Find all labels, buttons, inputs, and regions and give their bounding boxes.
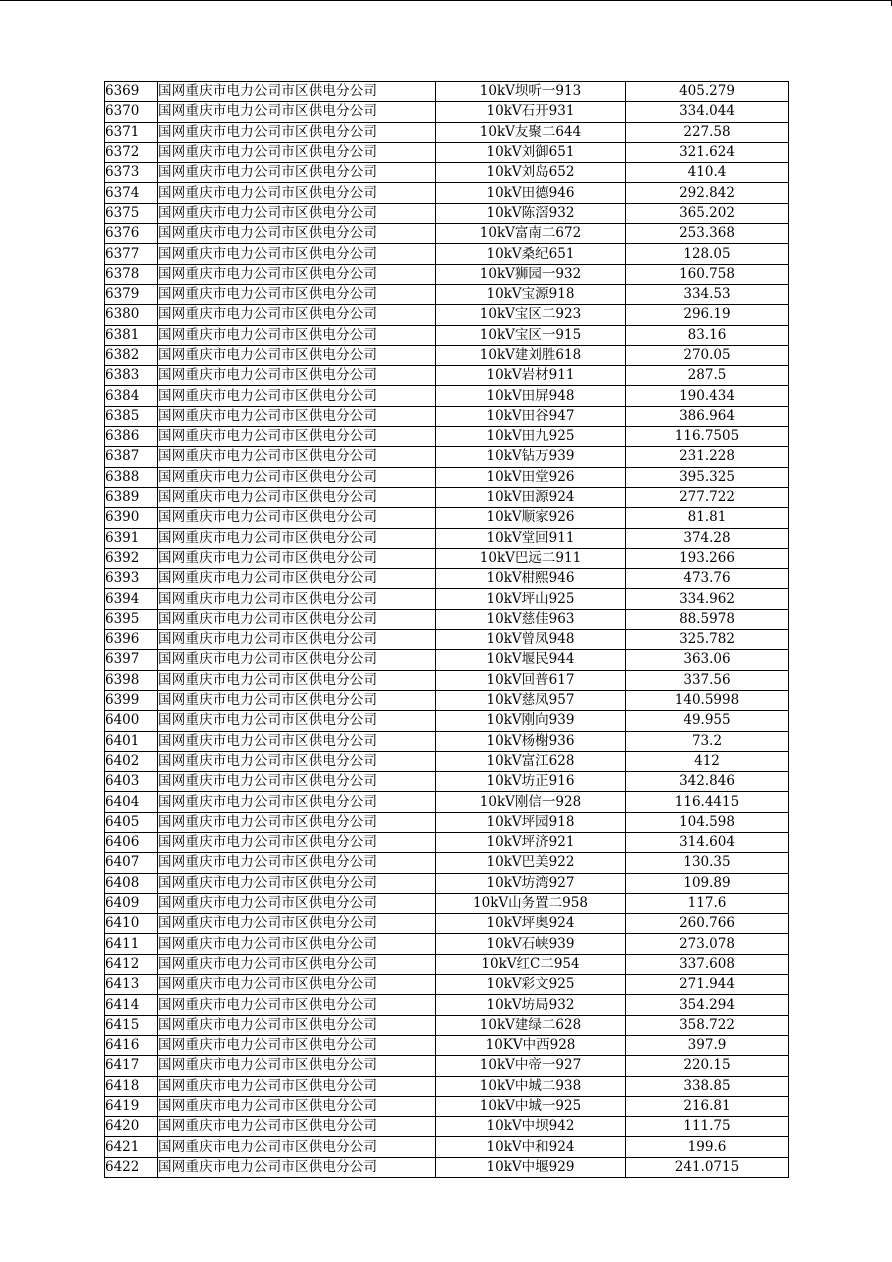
- line-name-cell: 10kV陈滘932: [436, 203, 626, 223]
- organization-cell: 国网重庆市电力公司市区供电分公司: [158, 467, 436, 487]
- organization-cell: 国网重庆市电力公司市区供电分公司: [158, 406, 436, 426]
- table-row: [105, 102, 789, 122]
- value-cell: 473.76: [626, 569, 789, 589]
- value-cell: 109.89: [626, 873, 789, 893]
- line-name-cell: 10kV杨榭936: [436, 731, 626, 751]
- row-number-cell: 6395: [105, 609, 158, 629]
- row-number-cell: 6406: [105, 832, 158, 852]
- organization-cell: 国网重庆市电力公司市区供电分公司: [158, 914, 436, 934]
- page-top-rule: [0, 0, 892, 1]
- value-cell: 253.368: [626, 224, 789, 244]
- row-number-cell: 6376: [105, 224, 158, 244]
- line-name-cell: 10kV田九925: [436, 427, 626, 447]
- row-number-cell: 6419: [105, 1096, 158, 1116]
- table-row: [105, 731, 789, 751]
- row-number-cell: 6403: [105, 772, 158, 792]
- row-number-cell: 6402: [105, 751, 158, 771]
- row-number-cell: 6422: [105, 1157, 158, 1177]
- table-row: [105, 975, 789, 995]
- line-name-cell: 10kV堂回911: [436, 528, 626, 548]
- line-name-cell: 10kV彩文925: [436, 975, 626, 995]
- line-name-cell: 10kV坊正916: [436, 772, 626, 792]
- line-name-cell: 10kV坪园918: [436, 812, 626, 832]
- organization-cell: 国网重庆市电力公司市区供电分公司: [158, 792, 436, 812]
- organization-cell: 国网重庆市电力公司市区供电分公司: [158, 122, 436, 142]
- organization-cell: 国网重庆市电力公司市区供电分公司: [158, 487, 436, 507]
- table-row: [105, 609, 789, 629]
- value-cell: 88.5978: [626, 609, 789, 629]
- row-number-cell: 6369: [105, 82, 158, 102]
- value-cell: 334.53: [626, 284, 789, 304]
- line-name-cell: 10kV钻万939: [436, 447, 626, 467]
- table-row: [105, 1157, 789, 1177]
- line-name-cell: 10kV堰民944: [436, 650, 626, 670]
- line-name-cell: 10kV桑纪651: [436, 244, 626, 264]
- line-name-cell: 10kV田谷947: [436, 406, 626, 426]
- organization-cell: 国网重庆市电力公司市区供电分公司: [158, 1157, 436, 1177]
- table-row: [105, 751, 789, 771]
- row-number-cell: 6411: [105, 934, 158, 954]
- line-name-cell: 10kV柑熙946: [436, 569, 626, 589]
- organization-cell: 国网重庆市电力公司市区供电分公司: [158, 731, 436, 751]
- table-row: [105, 183, 789, 203]
- organization-cell: 国网重庆市电力公司市区供电分公司: [158, 163, 436, 183]
- line-name-cell: 10kV刘御651: [436, 142, 626, 162]
- organization-cell: 国网重庆市电力公司市区供电分公司: [158, 386, 436, 406]
- table-row: [105, 569, 789, 589]
- row-number-cell: 6416: [105, 1035, 158, 1055]
- organization-cell: 国网重庆市电力公司市区供电分公司: [158, 934, 436, 954]
- organization-cell: 国网重庆市电力公司市区供电分公司: [158, 772, 436, 792]
- table-row: [105, 467, 789, 487]
- row-number-cell: 6408: [105, 873, 158, 893]
- row-number-cell: 6390: [105, 508, 158, 528]
- table-row: [105, 832, 789, 852]
- organization-cell: 国网重庆市电力公司市区供电分公司: [158, 569, 436, 589]
- organization-cell: 国网重庆市电力公司市区供电分公司: [158, 447, 436, 467]
- line-name-cell: 10kV慈凤957: [436, 690, 626, 710]
- value-cell: 241.0715: [626, 1157, 789, 1177]
- value-cell: 337.56: [626, 670, 789, 690]
- value-cell: 334.044: [626, 102, 789, 122]
- table-row: [105, 1035, 789, 1055]
- organization-cell: 国网重庆市电力公司市区供电分公司: [158, 690, 436, 710]
- row-number-cell: 6417: [105, 1056, 158, 1076]
- table-row: [105, 82, 789, 102]
- table-row: [105, 934, 789, 954]
- value-cell: 220.15: [626, 1056, 789, 1076]
- value-cell: 386.964: [626, 406, 789, 426]
- line-name-cell: 10kV建绿二628: [436, 1015, 626, 1035]
- value-cell: 325.782: [626, 630, 789, 650]
- row-number-cell: 6404: [105, 792, 158, 812]
- line-name-cell: 10kV富南二672: [436, 224, 626, 244]
- organization-cell: 国网重庆市电力公司市区供电分公司: [158, 975, 436, 995]
- row-number-cell: 6396: [105, 630, 158, 650]
- table-row: [105, 1015, 789, 1035]
- line-name-cell: 10kV宝区二923: [436, 305, 626, 325]
- row-number-cell: 6400: [105, 711, 158, 731]
- value-cell: 73.2: [626, 731, 789, 751]
- organization-cell: 国网重庆市电力公司市区供电分公司: [158, 224, 436, 244]
- value-cell: 296.19: [626, 305, 789, 325]
- table-row: [105, 366, 789, 386]
- table-row: [105, 244, 789, 264]
- value-cell: 374.28: [626, 528, 789, 548]
- line-name-cell: 10kV慈佳963: [436, 609, 626, 629]
- data-table: [104, 81, 789, 1178]
- line-name-cell: 10kV坪济921: [436, 832, 626, 852]
- row-number-cell: 6393: [105, 569, 158, 589]
- table-row: [105, 853, 789, 873]
- line-name-cell: 10kV坝听一913: [436, 82, 626, 102]
- row-number-cell: 6398: [105, 670, 158, 690]
- organization-cell: 国网重庆市电力公司市区供电分公司: [158, 751, 436, 771]
- line-name-cell: 10kV顺家926: [436, 508, 626, 528]
- organization-cell: 国网重庆市电力公司市区供电分公司: [158, 853, 436, 873]
- value-cell: 334.962: [626, 589, 789, 609]
- line-name-cell: 10kV坊局932: [436, 995, 626, 1015]
- row-number-cell: 6397: [105, 650, 158, 670]
- row-number-cell: 6420: [105, 1117, 158, 1137]
- table-row: [105, 122, 789, 142]
- organization-cell: 国网重庆市电力公司市区供电分公司: [158, 1117, 436, 1137]
- table-row: [105, 386, 789, 406]
- row-number-cell: 6399: [105, 690, 158, 710]
- value-cell: 116.7505: [626, 427, 789, 447]
- line-name-cell: 10kV坪山925: [436, 589, 626, 609]
- line-name-cell: 10kV友聚二644: [436, 122, 626, 142]
- row-number-cell: 6383: [105, 366, 158, 386]
- table-row: [105, 224, 789, 244]
- row-number-cell: 6378: [105, 264, 158, 284]
- table-row: [105, 345, 789, 365]
- value-cell: 104.598: [626, 812, 789, 832]
- line-name-cell: 10kV宝区一915: [436, 325, 626, 345]
- value-cell: 338.85: [626, 1076, 789, 1096]
- value-cell: 292.842: [626, 183, 789, 203]
- line-name-cell: 10kV坪奥924: [436, 914, 626, 934]
- row-number-cell: 6389: [105, 487, 158, 507]
- line-name-cell: 10KV中西928: [436, 1035, 626, 1055]
- value-cell: 216.81: [626, 1096, 789, 1116]
- value-cell: 271.944: [626, 975, 789, 995]
- value-cell: 83.16: [626, 325, 789, 345]
- value-cell: 277.722: [626, 487, 789, 507]
- row-number-cell: 6413: [105, 975, 158, 995]
- table-row: [105, 995, 789, 1015]
- organization-cell: 国网重庆市电力公司市区供电分公司: [158, 1076, 436, 1096]
- value-cell: 363.06: [626, 650, 789, 670]
- row-number-cell: 6405: [105, 812, 158, 832]
- value-cell: 405.279: [626, 82, 789, 102]
- line-name-cell: 10kV中城二938: [436, 1076, 626, 1096]
- row-number-cell: 6410: [105, 914, 158, 934]
- row-number-cell: 6388: [105, 467, 158, 487]
- value-cell: 199.6: [626, 1137, 789, 1157]
- table-row: [105, 1056, 789, 1076]
- table-row: [105, 670, 789, 690]
- line-name-cell: 10kV石开931: [436, 102, 626, 122]
- organization-cell: 国网重庆市电力公司市区供电分公司: [158, 244, 436, 264]
- table-row: [105, 163, 789, 183]
- table-row: [105, 142, 789, 162]
- line-name-cell: 10kV中城一925: [436, 1096, 626, 1116]
- table-row: [105, 284, 789, 304]
- value-cell: 321.624: [626, 142, 789, 162]
- value-cell: 193.266: [626, 548, 789, 568]
- table-row: [105, 1076, 789, 1096]
- row-number-cell: 6379: [105, 284, 158, 304]
- row-number-cell: 6409: [105, 893, 158, 913]
- line-name-cell: 10kV回普617: [436, 670, 626, 690]
- organization-cell: 国网重庆市电力公司市区供电分公司: [158, 305, 436, 325]
- table-row: [105, 914, 789, 934]
- organization-cell: 国网重庆市电力公司市区供电分公司: [158, 954, 436, 974]
- organization-cell: 国网重庆市电力公司市区供电分公司: [158, 508, 436, 528]
- row-number-cell: 6384: [105, 386, 158, 406]
- organization-cell: 国网重庆市电力公司市区供电分公司: [158, 528, 436, 548]
- value-cell: 358.722: [626, 1015, 789, 1035]
- value-cell: 140.5998: [626, 690, 789, 710]
- line-name-cell: 10kV建刘胜618: [436, 345, 626, 365]
- organization-cell: 国网重庆市电力公司市区供电分公司: [158, 548, 436, 568]
- table-row: [105, 630, 789, 650]
- organization-cell: 国网重庆市电力公司市区供电分公司: [158, 325, 436, 345]
- organization-cell: 国网重庆市电力公司市区供电分公司: [158, 102, 436, 122]
- value-cell: 314.604: [626, 832, 789, 852]
- value-cell: 49.955: [626, 711, 789, 731]
- table-row: [105, 264, 789, 284]
- organization-cell: 国网重庆市电力公司市区供电分公司: [158, 893, 436, 913]
- line-name-cell: 10kV田堂926: [436, 467, 626, 487]
- line-name-cell: 10kV宝源918: [436, 284, 626, 304]
- line-name-cell: 10kV刘岛652: [436, 163, 626, 183]
- organization-cell: 国网重庆市电力公司市区供电分公司: [158, 82, 436, 102]
- row-number-cell: 6394: [105, 589, 158, 609]
- value-cell: 287.5: [626, 366, 789, 386]
- line-name-cell: 10kV狮园一932: [436, 264, 626, 284]
- value-cell: 190.434: [626, 386, 789, 406]
- table-row: [105, 954, 789, 974]
- row-number-cell: 6375: [105, 203, 158, 223]
- organization-cell: 国网重庆市电力公司市区供电分公司: [158, 630, 436, 650]
- organization-cell: 国网重庆市电力公司市区供电分公司: [158, 1015, 436, 1035]
- line-name-cell: 10kV岩材911: [436, 366, 626, 386]
- organization-cell: 国网重庆市电力公司市区供电分公司: [158, 873, 436, 893]
- value-cell: 395.325: [626, 467, 789, 487]
- table-row: [105, 508, 789, 528]
- row-number-cell: 6391: [105, 528, 158, 548]
- value-cell: 116.4415: [626, 792, 789, 812]
- table-row: [105, 711, 789, 731]
- organization-cell: 国网重庆市电力公司市区供电分公司: [158, 650, 436, 670]
- row-number-cell: 6382: [105, 345, 158, 365]
- organization-cell: 国网重庆市电力公司市区供电分公司: [158, 995, 436, 1015]
- row-number-cell: 6387: [105, 447, 158, 467]
- organization-cell: 国网重庆市电力公司市区供电分公司: [158, 589, 436, 609]
- table-row: [105, 528, 789, 548]
- organization-cell: 国网重庆市电力公司市区供电分公司: [158, 427, 436, 447]
- table-row: [105, 812, 789, 832]
- organization-cell: 国网重庆市电力公司市区供电分公司: [158, 1096, 436, 1116]
- organization-cell: 国网重庆市电力公司市区供电分公司: [158, 1035, 436, 1055]
- row-number-cell: 6380: [105, 305, 158, 325]
- line-name-cell: 10kV坊湾927: [436, 873, 626, 893]
- organization-cell: 国网重庆市电力公司市区供电分公司: [158, 609, 436, 629]
- table-row: [105, 548, 789, 568]
- row-number-cell: 6421: [105, 1137, 158, 1157]
- table-row: [105, 427, 789, 447]
- line-name-cell: 10kV中坝942: [436, 1117, 626, 1137]
- row-number-cell: 6401: [105, 731, 158, 751]
- organization-cell: 国网重庆市电力公司市区供电分公司: [158, 832, 436, 852]
- row-number-cell: 6418: [105, 1076, 158, 1096]
- value-cell: 270.05: [626, 345, 789, 365]
- row-number-cell: 6385: [105, 406, 158, 426]
- line-name-cell: 10kV曾凤948: [436, 630, 626, 650]
- table-row: [105, 487, 789, 507]
- row-number-cell: 6415: [105, 1015, 158, 1035]
- value-cell: 128.05: [626, 244, 789, 264]
- table-row: [105, 772, 789, 792]
- table-row: [105, 1117, 789, 1137]
- row-number-cell: 6412: [105, 954, 158, 974]
- line-name-cell: 10kV中帝一927: [436, 1056, 626, 1076]
- organization-cell: 国网重庆市电力公司市区供电分公司: [158, 1056, 436, 1076]
- value-cell: 130.35: [626, 853, 789, 873]
- line-name-cell: 10kV中堰929: [436, 1157, 626, 1177]
- table-row: [105, 873, 789, 893]
- table-row: [105, 690, 789, 710]
- row-number-cell: 6414: [105, 995, 158, 1015]
- row-number-cell: 6386: [105, 427, 158, 447]
- row-number-cell: 6407: [105, 853, 158, 873]
- data-table-body: [105, 82, 789, 1178]
- organization-cell: 国网重庆市电力公司市区供电分公司: [158, 1137, 436, 1157]
- table-row: [105, 1137, 789, 1157]
- row-number-cell: 6373: [105, 163, 158, 183]
- line-name-cell: 10kV中和924: [436, 1137, 626, 1157]
- line-name-cell: 10kV刚信一928: [436, 792, 626, 812]
- organization-cell: 国网重庆市电力公司市区供电分公司: [158, 345, 436, 365]
- row-number-cell: 6372: [105, 142, 158, 162]
- organization-cell: 国网重庆市电力公司市区供电分公司: [158, 203, 436, 223]
- organization-cell: 国网重庆市电力公司市区供电分公司: [158, 366, 436, 386]
- row-number-cell: 6392: [105, 548, 158, 568]
- table-row: [105, 305, 789, 325]
- organization-cell: 国网重庆市电力公司市区供电分公司: [158, 284, 436, 304]
- organization-cell: 国网重庆市电力公司市区供电分公司: [158, 183, 436, 203]
- value-cell: 412: [626, 751, 789, 771]
- organization-cell: 国网重庆市电力公司市区供电分公司: [158, 812, 436, 832]
- organization-cell: 国网重庆市电力公司市区供电分公司: [158, 142, 436, 162]
- value-cell: 410.4: [626, 163, 789, 183]
- line-name-cell: 10kV富江628: [436, 751, 626, 771]
- organization-cell: 国网重庆市电力公司市区供电分公司: [158, 711, 436, 731]
- line-name-cell: 10kV田德946: [436, 183, 626, 203]
- organization-cell: 国网重庆市电力公司市区供电分公司: [158, 670, 436, 690]
- table-row: [105, 650, 789, 670]
- value-cell: 117.6: [626, 893, 789, 913]
- table-row: [105, 325, 789, 345]
- table-row: [105, 447, 789, 467]
- line-name-cell: 10kV田屏948: [436, 386, 626, 406]
- value-cell: 342.846: [626, 772, 789, 792]
- line-name-cell: 10kV刚向939: [436, 711, 626, 731]
- table-row: [105, 406, 789, 426]
- table-row: [105, 893, 789, 913]
- row-number-cell: 6377: [105, 244, 158, 264]
- line-name-cell: 10kV巴美922: [436, 853, 626, 873]
- value-cell: 160.758: [626, 264, 789, 284]
- row-number-cell: 6374: [105, 183, 158, 203]
- value-cell: 111.75: [626, 1117, 789, 1137]
- value-cell: 397.9: [626, 1035, 789, 1055]
- row-number-cell: 6370: [105, 102, 158, 122]
- row-number-cell: 6381: [105, 325, 158, 345]
- row-number-cell: 6371: [105, 122, 158, 142]
- line-name-cell: 10kV田源924: [436, 487, 626, 507]
- value-cell: 260.766: [626, 914, 789, 934]
- line-name-cell: 10kV红C二954: [436, 954, 626, 974]
- value-cell: 337.608: [626, 954, 789, 974]
- value-cell: 354.294: [626, 995, 789, 1015]
- table-row: [105, 792, 789, 812]
- value-cell: 231.228: [626, 447, 789, 467]
- value-cell: 227.58: [626, 122, 789, 142]
- line-name-cell: 10kV巴远二911: [436, 548, 626, 568]
- line-name-cell: 10kV山务置二958: [436, 893, 626, 913]
- value-cell: 81.81: [626, 508, 789, 528]
- table-row: [105, 1096, 789, 1116]
- organization-cell: 国网重庆市电力公司市区供电分公司: [158, 264, 436, 284]
- table-row: [105, 589, 789, 609]
- value-cell: 273.078: [626, 934, 789, 954]
- table-row: [105, 203, 789, 223]
- line-name-cell: 10kV石峡939: [436, 934, 626, 954]
- value-cell: 365.202: [626, 203, 789, 223]
